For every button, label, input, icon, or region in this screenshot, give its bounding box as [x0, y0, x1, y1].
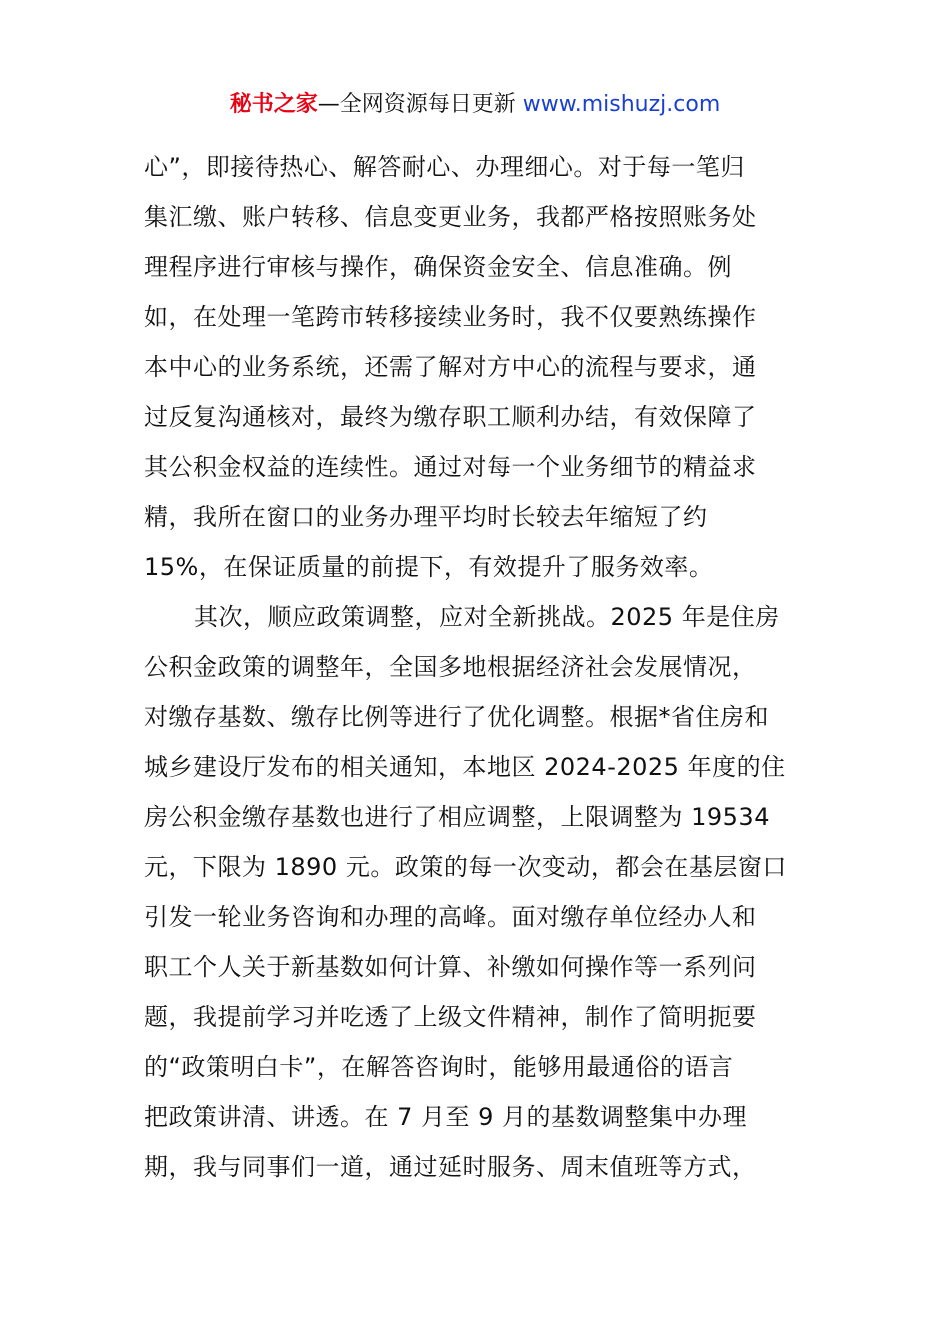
text-line: 职工个人关于新基数如何计算、补缴如何操作等一系列问	[144, 953, 757, 981]
text-line: 引发一轮业务咨询和办理的高峰。面对缴存单位经办人和	[144, 903, 757, 931]
text-line: 元，下限为 1890 元。政策的每一次变动，都会在基层窗口	[144, 853, 787, 881]
text-line: 城乡建设厅发布的相关通知，本地区 2024-2025 年度的住	[144, 753, 786, 781]
text-line: 其公积金权益的连续性。通过对每一个业务细节的精益求	[144, 453, 757, 481]
text-line: 精，我所在窗口的业务办理平均时长较去年缩短了约	[144, 503, 708, 531]
text-line: 对缴存基数、缴存比例等进行了优化调整。根据*省住房和	[144, 703, 769, 731]
text-line: 理程序进行审核与操作，确保资金安全、信息准确。例	[144, 253, 732, 281]
document-body	[144, 142, 824, 1192]
text-line: 的“政策明白卡”，在解答咨询时，能够用最通俗的语言	[144, 1053, 734, 1081]
text-line: 集汇缴、账户转移、信息变更业务，我都严格按照账务处	[144, 203, 757, 231]
site-tagline: —全网资源每日更新	[317, 92, 523, 117]
site-header	[0, 88, 950, 122]
text-line: 本中心的业务系统，还需了解对方中心的流程与要求，通	[144, 353, 757, 381]
site-url-link[interactable]: www.mishuzj.com	[522, 92, 721, 117]
site-brand: 秘书之家	[229, 92, 318, 117]
text-line: 过反复沟通核对，最终为缴存职工顺利办结，有效保障了	[144, 403, 757, 431]
paragraph-start-line: 其次，顺应政策调整，应对全新挑战。2025 年是住房	[194, 603, 780, 631]
text-line: 如，在处理一笔跨市转移接续业务时，我不仅要熟练操作	[144, 303, 757, 331]
text-line: 期，我与同事们一道，通过延时服务、周末值班等方式，	[144, 1153, 757, 1181]
text-line: 心”，即接待热心、解答耐心、办理细心。对于每一笔归	[144, 153, 745, 181]
text-line: 公积金政策的调整年，全国多地根据经济社会发展情况，	[144, 653, 757, 681]
text-line: 15%，在保证质量的前提下，有效提升了服务效率。	[144, 553, 714, 581]
text-line: 房公积金缴存基数也进行了相应调整，上限调整为 19534	[144, 803, 770, 831]
text-line: 题，我提前学习并吃透了上级文件精神，制作了简明扼要	[144, 1003, 757, 1031]
text-line: 把政策讲清、讲透。在 7 月至 9 月的基数调整集中办理	[144, 1103, 748, 1131]
